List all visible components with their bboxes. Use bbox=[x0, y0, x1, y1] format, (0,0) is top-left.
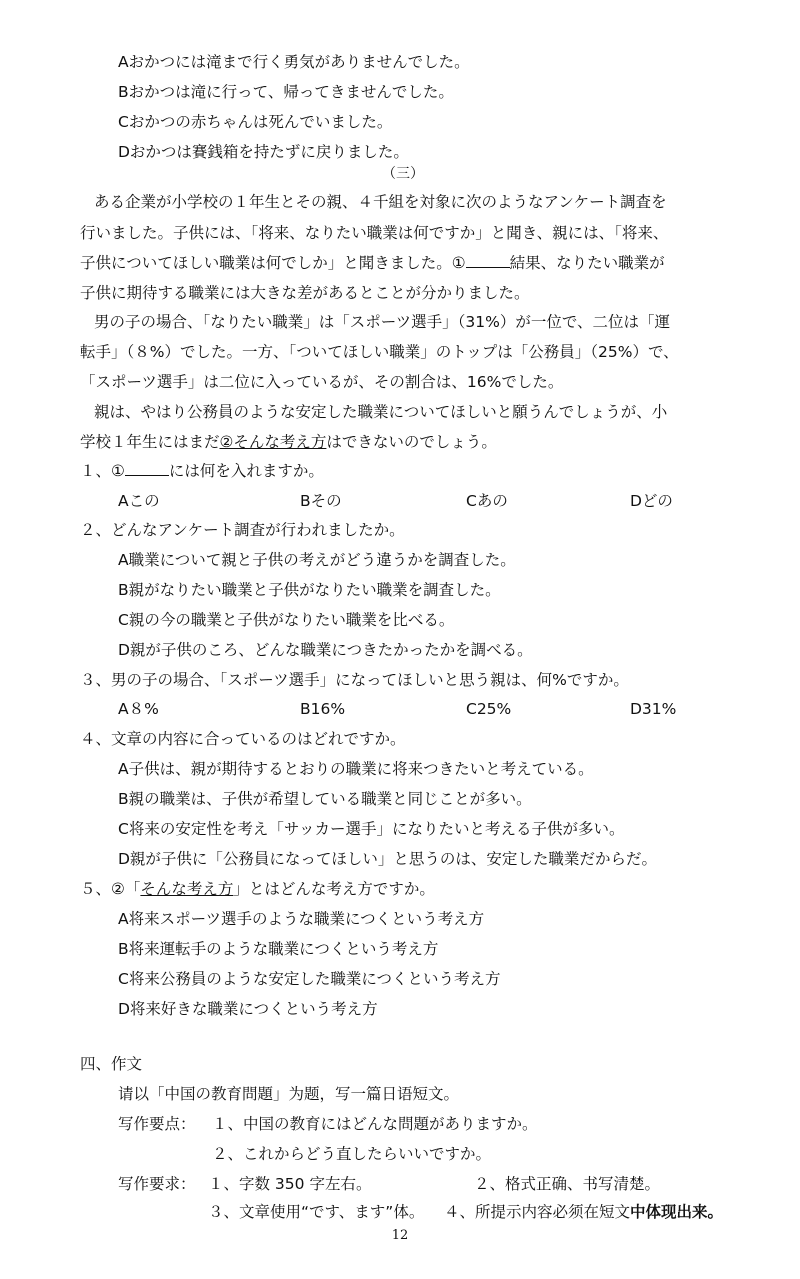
question-1 bbox=[80, 461, 324, 481]
q5-option-a: A将来スポーツ選手のような職業につくという考え方 bbox=[118, 910, 485, 928]
q3-option-c: C25% bbox=[466, 700, 512, 718]
passage-line: 親は、やはり公務員のような安定した職業についてほしいと願うんでしょうが、小 bbox=[94, 403, 668, 421]
passage-line: 男の子の場合、「なりたい職業」は「スポーツ選手」（31%）が一位で、二位は「運 bbox=[94, 313, 671, 331]
q2-option-c: C親の今の職業と子供がなりたい職業を比べる。 bbox=[118, 611, 455, 629]
prev-option-c: Cおかつの赤ちゃんは死んでいました。 bbox=[118, 113, 393, 131]
prev-option-a: Aおかつには滝まで行く勇気がありませんでした。 bbox=[118, 53, 470, 71]
essay-points-label: 写作要点： bbox=[118, 1115, 196, 1133]
essay-heading: 四、作文 bbox=[80, 1055, 143, 1073]
q1-option-b: Bその bbox=[300, 492, 342, 510]
passage-line bbox=[80, 432, 497, 452]
question-text: には何を入れますか。 bbox=[168, 462, 324, 480]
passage-line: 「スポーツ選手」は二位に入っているが、その割合は、16%でした。 bbox=[80, 373, 564, 391]
essay-req-4-text: ４、所提示内容必须在短文 bbox=[444, 1203, 631, 1221]
prev-option-d: Dおかつは賽銭箱を持たずに戻りました。 bbox=[118, 143, 409, 161]
passage-text: 結果、なりたい職業が bbox=[509, 254, 665, 272]
essay-req-label: 写作要求： bbox=[118, 1175, 196, 1193]
blank-1 bbox=[466, 253, 510, 268]
passage-text: はできないのでしょう。 bbox=[326, 433, 497, 451]
passage-text: 子供についてほしい職業は何でしか」と聞きました。 bbox=[80, 254, 452, 272]
q5-option-c: C将来公務員のような安定した職業につくという考え方 bbox=[118, 970, 501, 988]
q3-option-a: A８% bbox=[118, 700, 159, 718]
essay-req-3: ３、文章使用“です、ます”体。 bbox=[208, 1203, 425, 1221]
underlined-phrase: そんな考え方 bbox=[140, 880, 234, 898]
q5-option-b: B将来運転手のような職業につくという考え方 bbox=[118, 940, 439, 958]
q2-option-b: B親がなりたい職業と子供がなりたい職業を調査した。 bbox=[118, 581, 501, 599]
q2-option-d: D親が子供のころ、どんな職業につきたかったかを調べる。 bbox=[118, 641, 533, 659]
section3-heading: （三） bbox=[382, 166, 424, 182]
q2-option-a: A職業について親と子供の考えがどう違うかを調査した。 bbox=[118, 551, 516, 569]
question-text: 」とはどんな考え方ですか。 bbox=[233, 880, 435, 898]
question-4: ４、文章の内容に合っているのはどれですか。 bbox=[80, 730, 406, 748]
essay-point-2: ２、これからどう直したらいいですか。 bbox=[212, 1145, 492, 1163]
blank-marker: ① bbox=[111, 462, 125, 480]
q3-options bbox=[118, 699, 718, 719]
q1-option-a: Aこの bbox=[118, 492, 160, 510]
passage-text: 学校１年生にはまだ bbox=[80, 433, 220, 451]
q3-option-d: D31% bbox=[630, 700, 677, 718]
q1-options bbox=[118, 491, 718, 511]
essay-req-4 bbox=[444, 1202, 723, 1222]
question-3: ３、男の子の場合、「スポーツ選手」になってほしいと思う親は、何%ですか。 bbox=[80, 671, 629, 689]
passage-line: ある企業が小学校の１年生とその親、４千組を対象に次のようなアンケート調査を bbox=[94, 193, 667, 211]
q4-option-c: C将来の安定性を考え「サッカー選手」になりたいと考える子供が多い。 bbox=[118, 820, 625, 838]
blank-1-question bbox=[125, 461, 169, 476]
underlined-phrase: ②そんな考え方 bbox=[219, 433, 327, 451]
question-5 bbox=[80, 879, 435, 899]
q4-option-a: A子供は、親が期待するとおりの職業に将来つきたいと考えている。 bbox=[118, 760, 594, 778]
prev-option-b: Bおかつは滝に行って、帰ってきませんでした。 bbox=[118, 83, 454, 101]
essay-req-4-bold: 中体现出来。 bbox=[630, 1203, 724, 1221]
page-number: 12 bbox=[391, 1228, 409, 1243]
question-2: ２、どんなアンケート調査が行われましたか。 bbox=[80, 521, 405, 539]
question-text: ５、②「 bbox=[80, 880, 141, 898]
essay-point-1: １、中国の教育にはどんな問題がありますか。 bbox=[212, 1115, 538, 1133]
q4-option-d: D親が子供に「公務員になってほしい」と思うのは、安定した職業だからだ。 bbox=[118, 850, 657, 868]
q3-option-b: B16% bbox=[300, 700, 346, 718]
question-number: １、 bbox=[80, 462, 112, 480]
q4-option-b: B親の職業は、子供が希望している職業と同じことが多い。 bbox=[118, 790, 532, 808]
passage-line: 転手」（８%）でした。一方、「ついてほしい職業」のトップは「公務員」（25%）で、 bbox=[80, 343, 679, 361]
q5-option-d: D将来好きな職業につくという考え方 bbox=[118, 1000, 378, 1018]
essay-req-2: ２、格式正确、书写清楚。 bbox=[474, 1175, 661, 1193]
q1-option-c: Cあの bbox=[466, 492, 508, 510]
passage-line: 子供に期待する職業には大きな差があるとことが分かりました。 bbox=[80, 284, 530, 302]
essay-req-1: １、字数 350 字左右。 bbox=[208, 1175, 372, 1193]
essay-instruction: 请以「中国の教育問題」为题，写一篇日语短文。 bbox=[118, 1085, 460, 1103]
passage-line: 行いました。子供には、「将来、なりたい職業は何ですか」と聞き、親には、「将来、 bbox=[80, 224, 669, 242]
q1-option-d: Dどの bbox=[630, 492, 673, 510]
passage-line bbox=[80, 253, 665, 273]
blank-marker: ① bbox=[451, 254, 466, 272]
